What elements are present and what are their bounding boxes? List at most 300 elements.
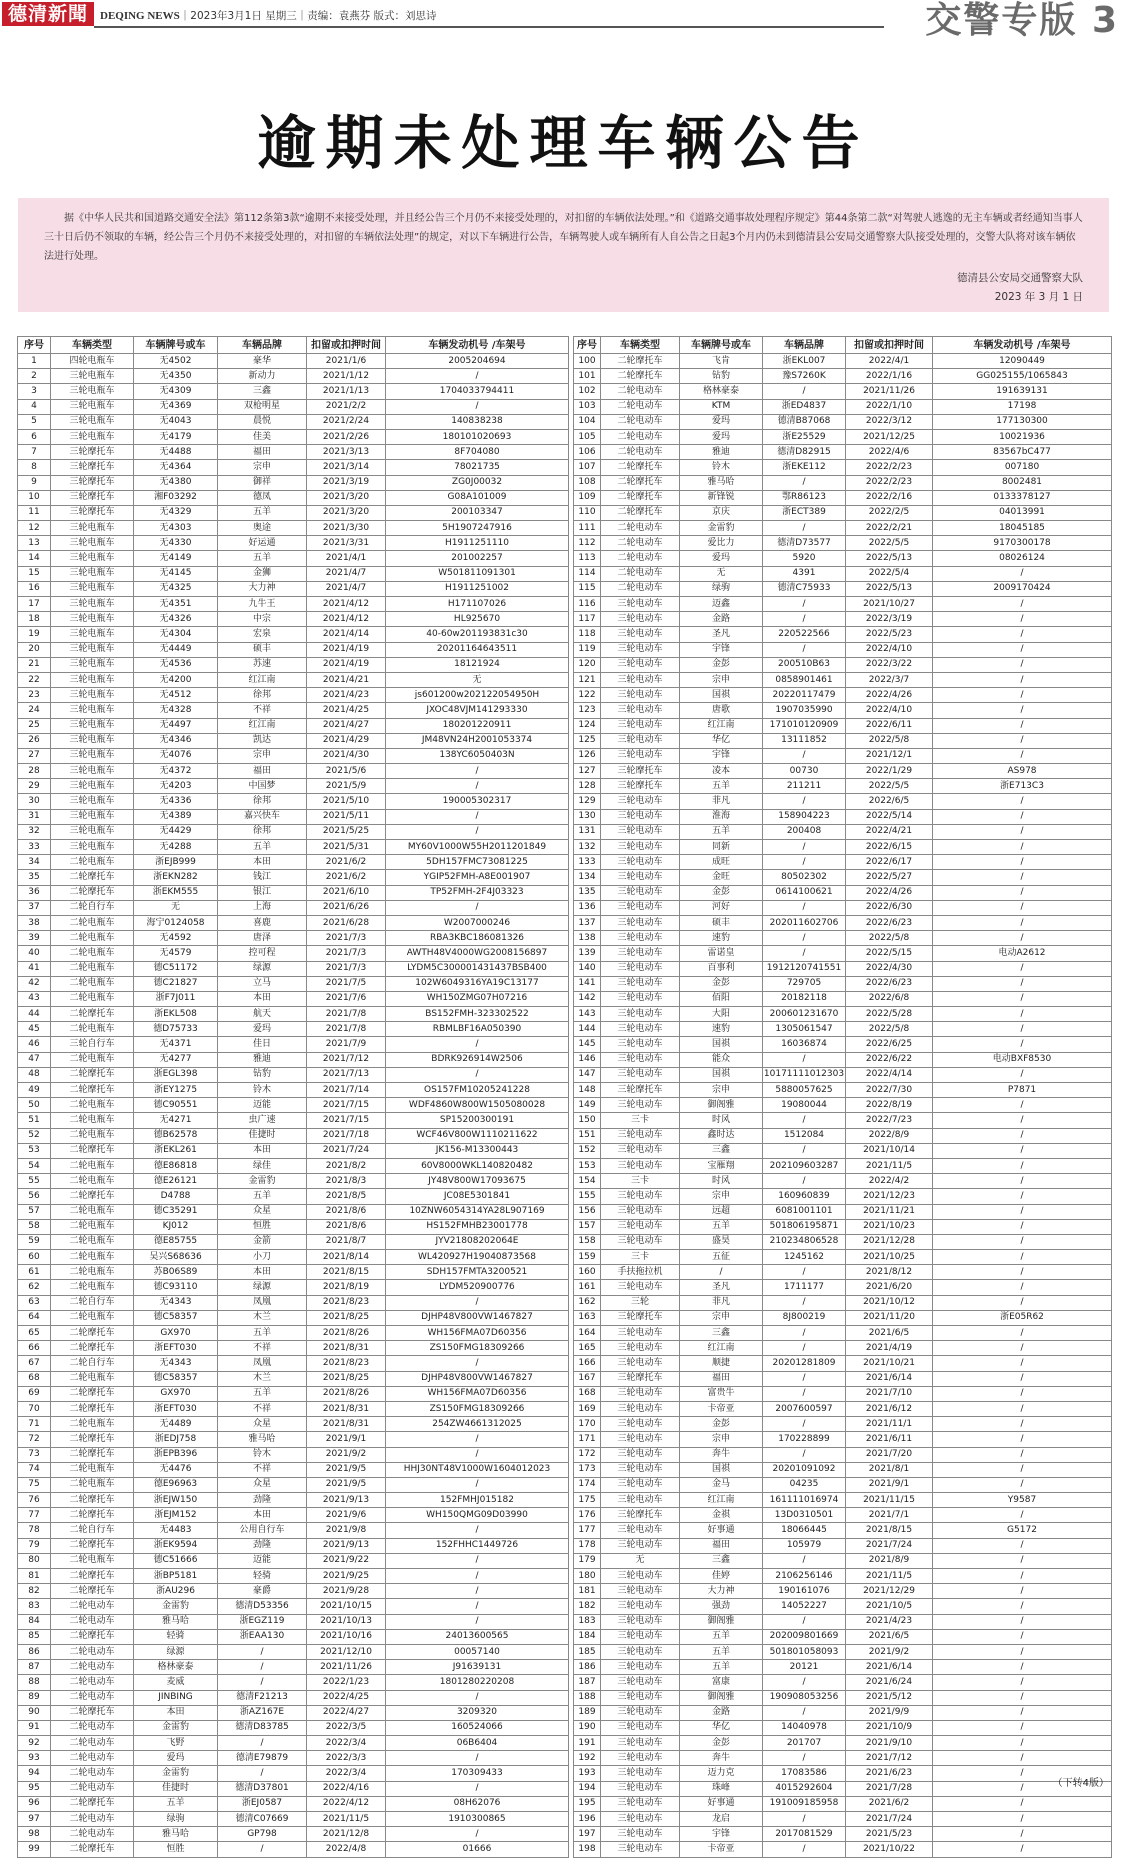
table-cell: 福田 <box>218 764 307 779</box>
table-cell: 72 <box>18 1432 51 1447</box>
table-row <box>574 764 1112 779</box>
table-cell: 2021/11/26 <box>846 384 933 399</box>
table-cell: JC08E5301841 <box>386 1189 569 1204</box>
table-cell: 德凤 <box>218 490 307 505</box>
table-cell: / <box>933 1022 1112 1037</box>
table-cell: 三轮电动车 <box>601 1827 680 1842</box>
table-cell: 201002257 <box>386 551 569 566</box>
table-row <box>18 1477 569 1492</box>
table-cell: / <box>763 521 846 536</box>
table-cell: 金路 <box>680 1705 763 1720</box>
table-cell: 二轮摩托车 <box>51 1401 134 1416</box>
table-cell: 三轮电瓶车 <box>51 672 134 687</box>
table-row <box>18 1128 569 1143</box>
table-cell: 100 <box>574 354 601 369</box>
table-cell: 2021/7/9 <box>307 1037 386 1052</box>
table-cell: 2021/7/8 <box>307 1007 386 1022</box>
table-cell: 2021/8/23 <box>307 1356 386 1371</box>
table-cell: / <box>218 1660 307 1675</box>
table-cell: 171010120909 <box>763 718 846 733</box>
table-cell: LYDM520900776 <box>386 1280 569 1295</box>
table-cell: G08A101009 <box>386 490 569 505</box>
table-cell: 2021/6/10 <box>307 885 386 900</box>
table-cell: KTM <box>680 399 763 414</box>
table-cell: 20201281809 <box>763 1356 846 1371</box>
table-cell: 10 <box>18 490 51 505</box>
column-header: 车辆牌号或车 <box>134 337 218 354</box>
table-cell: 105 <box>574 429 601 444</box>
table-row <box>574 429 1112 444</box>
table-cell: 210234806528 <box>763 1234 846 1249</box>
table-cell: 佳捷时 <box>218 1128 307 1143</box>
table-cell: 2022/6/8 <box>846 991 933 1006</box>
table-cell: 2021/4/23 <box>846 1614 933 1629</box>
table-row <box>18 794 569 809</box>
table-cell: 2021/11/5 <box>846 1569 933 1584</box>
table-cell: / <box>386 824 569 839</box>
table-cell: / <box>933 1417 1112 1432</box>
table-cell: 三轮电动车 <box>601 1599 680 1614</box>
table-cell: 三轮电动车 <box>601 1189 680 1204</box>
table-cell: 三轮电瓶车 <box>51 429 134 444</box>
table-cell: 14 <box>18 551 51 566</box>
table-cell: 二轮摩托车 <box>601 475 680 490</box>
table-row <box>574 1736 1112 1751</box>
table-cell: 17083586 <box>763 1766 846 1781</box>
table-cell: 二轮电动车 <box>51 1781 134 1796</box>
table-cell: W501811091301 <box>386 566 569 581</box>
table-cell: 海宁0124058 <box>134 915 218 930</box>
table-cell: 木兰 <box>218 1310 307 1325</box>
table-cell: 二轮电瓶车 <box>51 976 134 991</box>
vehicle-table-left <box>17 336 569 1858</box>
table-cell: 浙EK9594 <box>134 1538 218 1553</box>
table-cell: 2021/11/1 <box>846 1417 933 1432</box>
table-cell: 二轮电动车 <box>601 551 680 566</box>
table-row <box>18 1751 569 1766</box>
table-cell: 德C51172 <box>134 961 218 976</box>
table-cell: / <box>386 369 569 384</box>
table-cell: 2021/4/29 <box>307 733 386 748</box>
table-cell: 125 <box>574 733 601 748</box>
table-cell: 150 <box>574 1113 601 1128</box>
table-cell: 177130300 <box>933 414 1112 429</box>
table-cell: 龙启 <box>680 1812 763 1827</box>
table-cell: 06B6404 <box>386 1736 569 1751</box>
table-row <box>574 1204 1112 1219</box>
table-cell: / <box>386 1599 569 1614</box>
column-header: 序号 <box>18 337 51 354</box>
table-cell: 浙EKL508 <box>134 1007 218 1022</box>
table-cell: 迈能 <box>218 1098 307 1113</box>
table-cell: 124 <box>574 718 601 733</box>
table-cell: 二轮电瓶车 <box>51 1098 134 1113</box>
table-cell: 174 <box>574 1477 601 1492</box>
table-row <box>574 1462 1112 1477</box>
table-cell: WCF46V800W1110211622 <box>386 1128 569 1143</box>
table-cell: 佳美 <box>218 429 307 444</box>
table-cell: / <box>933 1158 1112 1173</box>
table-row <box>574 1599 1112 1614</box>
table-row <box>574 1189 1112 1204</box>
table-cell: 2021/7/12 <box>846 1751 933 1766</box>
table-cell: 二轮摩托车 <box>51 885 134 900</box>
table-cell: 无4277 <box>134 1052 218 1067</box>
table-cell: 2022/5/23 <box>846 627 933 642</box>
table-cell: 二轮电瓶车 <box>51 1417 134 1432</box>
table-cell: 五羊 <box>680 1660 763 1675</box>
table-cell: ZG0J00032 <box>386 475 569 490</box>
table-cell: 140 <box>574 961 601 976</box>
table-row <box>18 1766 569 1781</box>
table-cell: 188 <box>574 1690 601 1705</box>
table-cell: 115 <box>574 581 601 596</box>
table-cell: 59 <box>18 1234 51 1249</box>
table-cell: 18121924 <box>386 657 569 672</box>
table-cell: 三轮电瓶车 <box>51 566 134 581</box>
table-cell: 26 <box>18 733 51 748</box>
table-cell: 三轮电动车 <box>601 809 680 824</box>
table-cell: 无4429 <box>134 824 218 839</box>
page-title: 逾期未处理车辆公告 <box>257 109 870 177</box>
table-cell: 爱玛 <box>218 1022 307 1037</box>
table-row <box>18 1462 569 1477</box>
table-cell: 三轮电动车 <box>601 1842 680 1857</box>
date-line: ｜2023年3月1日 星期三｜责编：袁燕芬 版式：刘思诗 <box>179 10 437 22</box>
table-cell: 143 <box>574 1007 601 1022</box>
table-cell: 浙EFT030 <box>134 1401 218 1416</box>
table-cell: 4391 <box>763 566 846 581</box>
table-cell: 三轮电动车 <box>601 1052 680 1067</box>
table-cell: 本田 <box>134 1705 218 1720</box>
table-cell: 30 <box>18 794 51 809</box>
table-cell: 三轮电瓶车 <box>51 840 134 855</box>
table-cell: 佳婷 <box>680 1569 763 1584</box>
table-cell: / <box>763 1113 846 1128</box>
table-cell: 200408 <box>763 824 846 839</box>
table-row <box>18 1720 569 1735</box>
table-cell: 佳日 <box>218 1037 307 1052</box>
table-cell: 186 <box>574 1660 601 1675</box>
table-cell: 2021/4/19 <box>307 657 386 672</box>
table-row <box>574 1614 1112 1629</box>
table-cell: 2021/9/28 <box>307 1584 386 1599</box>
table-cell: 迈鑫 <box>680 597 763 612</box>
column-header: 扣留或扣押时间 <box>846 337 933 354</box>
table-cell: 68 <box>18 1371 51 1386</box>
table-cell: 154 <box>574 1174 601 1189</box>
table-cell: 2022/5/13 <box>846 551 933 566</box>
table-row <box>574 1432 1112 1447</box>
table-cell: 149 <box>574 1098 601 1113</box>
table-cell: 2021/9/22 <box>307 1553 386 1568</box>
table-cell: 2021/8/12 <box>846 1265 933 1280</box>
table-cell: 河好 <box>680 900 763 915</box>
table-row <box>18 1007 569 1022</box>
table-cell: 国祺 <box>680 1067 763 1082</box>
table-cell: 2021/8/31 <box>307 1417 386 1432</box>
table-cell: 44 <box>18 1007 51 1022</box>
table-cell: 鄂R86123 <box>763 490 846 505</box>
table-cell: / <box>933 840 1112 855</box>
table-cell: / <box>386 1751 569 1766</box>
table-cell: 8002481 <box>933 475 1112 490</box>
table-cell: 105979 <box>763 1538 846 1553</box>
table-cell: 五羊 <box>680 1629 763 1644</box>
table-cell: 2021/7/15 <box>307 1113 386 1128</box>
table-cell: 三轮电瓶车 <box>51 369 134 384</box>
table-cell: 浙F7J011 <box>134 991 218 1006</box>
table-cell: 13D0310501 <box>763 1508 846 1523</box>
table-cell: / <box>933 733 1112 748</box>
table-cell: 0614100621 <box>763 885 846 900</box>
table-cell: JINBING <box>134 1690 218 1705</box>
table-cell: 160524066 <box>386 1720 569 1735</box>
table-cell: 18 <box>18 612 51 627</box>
table-cell: 74 <box>18 1462 51 1477</box>
table-cell: 二轮摩托车 <box>601 460 680 475</box>
table-cell: 金祺 <box>680 1508 763 1523</box>
table-cell: / <box>763 1675 846 1690</box>
table-cell: 8F704080 <box>386 445 569 460</box>
table-cell: 二轮电瓶车 <box>51 931 134 946</box>
table-cell: 14040978 <box>763 1720 846 1735</box>
table-cell: 2021/3/14 <box>307 460 386 475</box>
table-row <box>18 1705 569 1720</box>
table-cell: 20 <box>18 642 51 657</box>
table-cell: 2021/9/2 <box>307 1447 386 1462</box>
table-cell: YGIP52FMH-A8E001907 <box>386 870 569 885</box>
table-cell: KJ012 <box>134 1219 218 1234</box>
table-cell: JK156-M13300443 <box>386 1143 569 1158</box>
table-cell: 5H1907247916 <box>386 521 569 536</box>
vehicle-table-right <box>573 336 1112 1858</box>
table-row <box>18 1508 569 1523</box>
table-row <box>574 566 1112 581</box>
table-row <box>574 672 1112 687</box>
table-row <box>18 1219 569 1234</box>
table-row <box>18 597 569 612</box>
table-cell: 三轮电动车 <box>601 703 680 718</box>
table-cell: 2009170424 <box>933 581 1112 596</box>
table-cell: 89 <box>18 1690 51 1705</box>
table-cell: 三轮电瓶车 <box>51 612 134 627</box>
table-cell: 2022/5/5 <box>846 779 933 794</box>
table-cell: 2022/2/23 <box>846 460 933 475</box>
table-row <box>574 1401 1112 1416</box>
table-cell: / <box>933 612 1112 627</box>
table-cell: JY48V800W17093675 <box>386 1174 569 1189</box>
table-cell: 豪爵 <box>218 1584 307 1599</box>
table-cell: 五羊 <box>680 779 763 794</box>
table-cell: 2022/4/30 <box>846 961 933 976</box>
table-cell: / <box>763 1052 846 1067</box>
table-cell: 宗申 <box>680 1432 763 1447</box>
table-cell: / <box>763 794 846 809</box>
table-cell: ZS150FMG18309266 <box>386 1401 569 1416</box>
table-cell: MY60V1000W55H2011201849 <box>386 840 569 855</box>
table-cell: 浙AU296 <box>134 1584 218 1599</box>
table-cell: 152FHHC1449726 <box>386 1538 569 1553</box>
table-cell: 2021/4/19 <box>846 1341 933 1356</box>
table-cell: 62 <box>18 1280 51 1295</box>
table-row <box>574 1098 1112 1113</box>
table-cell: 徐邦 <box>218 688 307 703</box>
table-cell: 04235 <box>763 1477 846 1492</box>
table-cell: 98 <box>18 1827 51 1842</box>
table-cell: 08H62076 <box>386 1796 569 1811</box>
table-cell: 宝雁翔 <box>680 1158 763 1173</box>
table-cell: 三轮电动车 <box>601 1143 680 1158</box>
table-cell: 137 <box>574 915 601 930</box>
table-cell: / <box>763 597 846 612</box>
table-cell: 二轮电瓶车 <box>51 1462 134 1477</box>
table-row <box>18 1401 569 1416</box>
table-cell: 86 <box>18 1644 51 1659</box>
table-cell: 浙ED4837 <box>763 399 846 414</box>
table-cell: 2021/7/14 <box>307 1083 386 1098</box>
table-cell: 8 <box>18 460 51 475</box>
table-cell: 22 <box>18 672 51 687</box>
table-cell: 01666 <box>386 1842 569 1857</box>
table-cell: 德清F21213 <box>218 1690 307 1705</box>
table-cell: / <box>933 657 1112 672</box>
table-cell: 二轮电瓶车 <box>51 1553 134 1568</box>
table-cell: 70 <box>18 1401 51 1416</box>
table-cell: 劲隆 <box>218 1493 307 1508</box>
table-cell: 185 <box>574 1644 601 1659</box>
table-cell: 5880057625 <box>763 1083 846 1098</box>
table-cell: 三轮电瓶车 <box>51 657 134 672</box>
table-cell: 华亿 <box>680 1720 763 1735</box>
table-row <box>18 399 569 414</box>
table-cell: 103 <box>574 399 601 414</box>
table-cell: 三轮电动车 <box>601 1720 680 1735</box>
table-row <box>18 1584 569 1599</box>
table-cell: 二轮电瓶车 <box>51 1250 134 1265</box>
table-row <box>18 536 569 551</box>
table-cell: 浙EY1275 <box>134 1083 218 1098</box>
table-cell: 155 <box>574 1189 601 1204</box>
table-cell: 18066445 <box>763 1523 846 1538</box>
table-cell: 五羊 <box>218 1386 307 1401</box>
table-cell: / <box>933 870 1112 885</box>
continued-note: （下转4版） <box>1052 1778 1109 1789</box>
table-cell: 好事通 <box>680 1523 763 1538</box>
table-cell: 2022/1/16 <box>846 369 933 384</box>
table-cell: 三轮摩托车 <box>601 1083 680 1098</box>
table-cell: 16 <box>18 581 51 596</box>
table-cell: 200601231670 <box>763 1007 846 1022</box>
table-cell: 无4343 <box>134 1356 218 1371</box>
table-cell: 红江南 <box>680 1341 763 1356</box>
table-row <box>18 475 569 490</box>
table-cell: 三轮电动车 <box>601 1098 680 1113</box>
table-cell: 2022/1/10 <box>846 399 933 414</box>
table-cell: 10ZNW6054314YA28L907169 <box>386 1204 569 1219</box>
table-row <box>574 1250 1112 1265</box>
table-cell: 绿源 <box>218 1280 307 1295</box>
table-cell: 2021/9/9 <box>846 1705 933 1720</box>
table-row <box>18 490 569 505</box>
table-cell: 速豹 <box>680 931 763 946</box>
table-cell: 28 <box>18 764 51 779</box>
table-cell: 0858901461 <box>763 672 846 687</box>
table-row <box>18 1599 569 1614</box>
table-cell: 2021/7/24 <box>846 1538 933 1553</box>
table-cell: 2021/5/10 <box>307 794 386 809</box>
table-cell: 手扶拖拉机 <box>601 1265 680 1280</box>
table-cell: 佳捷时 <box>134 1781 218 1796</box>
table-cell: js601200w202122054950H <box>386 688 569 703</box>
table-row <box>18 1158 569 1173</box>
table-row <box>574 384 1112 399</box>
table-cell: / <box>763 1417 846 1432</box>
table-cell: / <box>218 1644 307 1659</box>
table-cell: 能众 <box>680 1052 763 1067</box>
table-row <box>574 521 1112 536</box>
table-cell: 2021/5/23 <box>846 1827 933 1842</box>
table-cell: 181 <box>574 1584 601 1599</box>
table-cell: / <box>933 1098 1112 1113</box>
table-cell: 公用自行车 <box>218 1523 307 1538</box>
table-row <box>18 779 569 794</box>
table-cell: 无4364 <box>134 460 218 475</box>
table-cell: 2021/5/25 <box>307 824 386 839</box>
table-cell: / <box>933 1447 1112 1462</box>
table-cell: 170228899 <box>763 1432 846 1447</box>
table-cell: 虫广速 <box>218 1113 307 1128</box>
table-cell: HL925670 <box>386 612 569 627</box>
table-cell: 三鑫 <box>680 1326 763 1341</box>
table-cell: 爱玛 <box>680 551 763 566</box>
table-cell: 浙EKL007 <box>763 354 846 369</box>
table-cell: 宗申 <box>218 748 307 763</box>
table-cell: D4788 <box>134 1189 218 1204</box>
table-cell: 劲隆 <box>218 1538 307 1553</box>
table-cell: 爱玛 <box>680 429 763 444</box>
table-cell: 国祺 <box>680 1037 763 1052</box>
table-cell: / <box>763 1143 846 1158</box>
column-header: 扣留或扣押时间 <box>307 337 386 354</box>
table-cell: 三轮电动车 <box>601 1128 680 1143</box>
table-cell: 50 <box>18 1098 51 1113</box>
table-cell: 97 <box>18 1812 51 1827</box>
table-row <box>18 1067 569 1082</box>
table-row <box>574 931 1112 946</box>
table-cell: WL420927H19040873568 <box>386 1250 569 1265</box>
table-row <box>18 1204 569 1219</box>
table-cell: 2021/8/2 <box>307 1158 386 1173</box>
table-row <box>574 1052 1112 1067</box>
table-cell: 浙EAA130 <box>218 1629 307 1644</box>
table-cell: 德清D73577 <box>763 536 846 551</box>
table-cell: 德C35291 <box>134 1204 218 1219</box>
table-row <box>574 1553 1112 1568</box>
table-cell: 众星 <box>218 1477 307 1492</box>
table-cell: 82 <box>18 1584 51 1599</box>
table-cell: 41 <box>18 961 51 976</box>
table-cell: H171107026 <box>386 597 569 612</box>
table-row <box>574 840 1112 855</box>
table-row <box>18 855 569 870</box>
table-cell: TP52FMH-2F4J03323 <box>386 885 569 900</box>
table-row <box>18 1432 569 1447</box>
table-cell: 54 <box>18 1158 51 1173</box>
table-cell: 宗申 <box>218 460 307 475</box>
table-cell: 浙AZ167E <box>218 1705 307 1720</box>
table-cell: 00730 <box>763 764 846 779</box>
